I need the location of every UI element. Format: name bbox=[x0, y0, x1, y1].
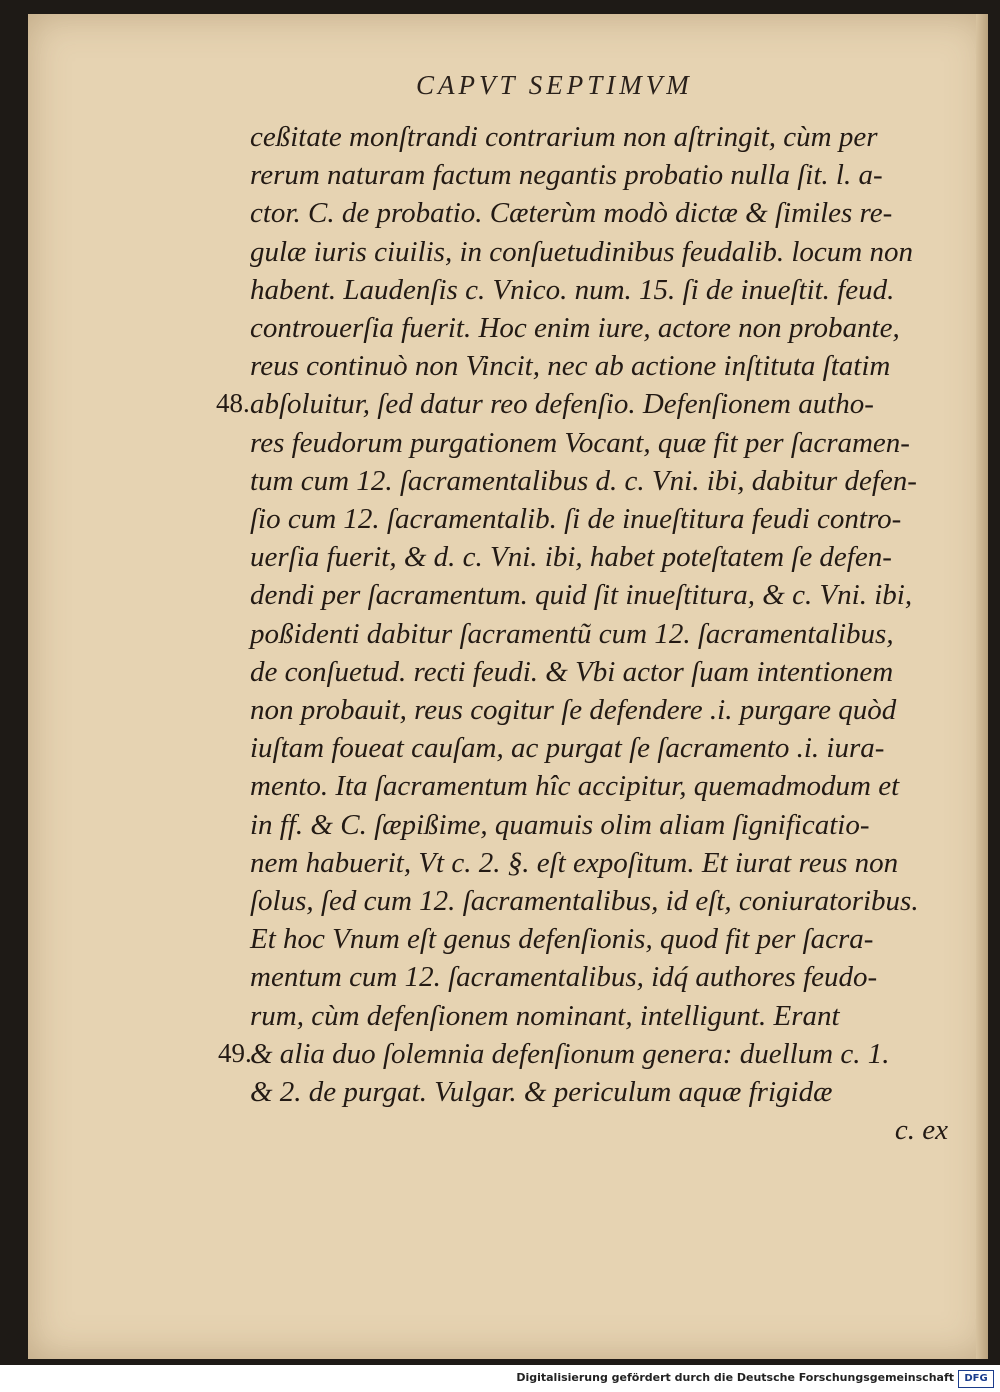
margin-number: 49. bbox=[218, 1038, 252, 1068]
text-line: reus continuò non Vincit, nec ab actione inſtituta ſtatim bbox=[250, 350, 891, 383]
text-line: abſoluitur, ſed datur reo defenſio. Defenſionem autho- bbox=[250, 388, 874, 421]
text-line: poßidenti dabitur ſacramentũ cum 12. ſacramentalibus, bbox=[250, 617, 894, 650]
text-line: ſio cum 12. ſacramentalib. ſi de inueſtitura feudi contro- bbox=[250, 503, 902, 536]
text-line: uerſia fuerit, & d. c. Vni. ibi, habet poteſtatem ſe defen- bbox=[250, 541, 892, 574]
text-line: & alia duo ſolemnia defenſionum genera: duellum c. 1. bbox=[250, 1037, 890, 1070]
text-line: tum cum 12. ſacramentalibus d. c. Vni. ibi, dabitur defen- bbox=[250, 464, 917, 497]
text-line: gulæ iuris ciuilis, in conſuetudinibus feudalib. locum non bbox=[250, 235, 913, 268]
text-line: res feudorum purgationem Vocant, quæ fit per ſacramen- bbox=[250, 426, 910, 459]
dfg-logo-icon: DFG bbox=[958, 1370, 994, 1388]
text-line: rum, cùm defenſionem nominant, intelligunt. Erant bbox=[250, 999, 840, 1032]
text-line: de conſuetud. recti feudi. & Vbi actor ſuam intentionem bbox=[250, 655, 894, 688]
text-line: habent. Laudenſis c. Vnico. num. 15. ſi de inueſtit. feud. bbox=[250, 273, 895, 306]
footer-credit: Digitalisierung gefördert durch die Deutsche Forschungsgemeinschaft bbox=[516, 1371, 954, 1384]
page-edge bbox=[976, 14, 988, 1359]
text-line: non probauit, reus cogitur ſe defendere .i. purgare quòd bbox=[250, 694, 897, 727]
text-line: in ff. & C. ſæpißime, quamuis olim aliam ſignificatio- bbox=[250, 808, 870, 841]
text-line: ceßitate monſtrandi contrarium non aſtringit, cùm per bbox=[250, 121, 878, 153]
text-line: Et hoc Vnum eſt genus defenſionis, quod fit per ſacra- bbox=[250, 923, 874, 956]
text-line: controuerſia fuerit. Hoc enim iure, actore non probante, bbox=[250, 312, 900, 345]
text-line: ſolus, ſed cum 12. ſacramentalibus, id eſt, coniuratoribus. bbox=[250, 885, 919, 918]
margin-number: 48. bbox=[216, 388, 250, 418]
running-header: CAPVT SEPTIMVM bbox=[416, 70, 693, 100]
text-line: nem habuerit, Vt c. 2. §. eſt expoſitum. Et iurat reus non bbox=[250, 846, 899, 879]
text-line: dendi per ſacramentum. quid ſit inueſtitura, & c. Vni. ibi, bbox=[250, 579, 913, 612]
text-line: ctor. C. de probatio. Cæterùm modò dictæ & ſimiles re- bbox=[250, 197, 893, 230]
text-line: iuſtam foueat cauſam, ac purgat ſe ſacramento .i. iura- bbox=[250, 732, 885, 765]
book-page bbox=[28, 14, 988, 1359]
text-line: & 2. de purgat. Vulgar. & periculum aquæ frigidæ bbox=[250, 1076, 833, 1109]
digitization-footer bbox=[0, 1365, 1000, 1392]
text-line: mento. Ita ſacramentum hîc accipitur, quemadmodum et bbox=[250, 770, 900, 803]
body-text bbox=[250, 118, 970, 1149]
catchword: c. ex bbox=[894, 1114, 948, 1147]
text-line: mentum cum 12. ſacramentalibus, idq́ authores feudo- bbox=[250, 961, 878, 994]
text-line: rerum naturam factum negantis probatio nulla ſit. l. a- bbox=[250, 159, 883, 192]
